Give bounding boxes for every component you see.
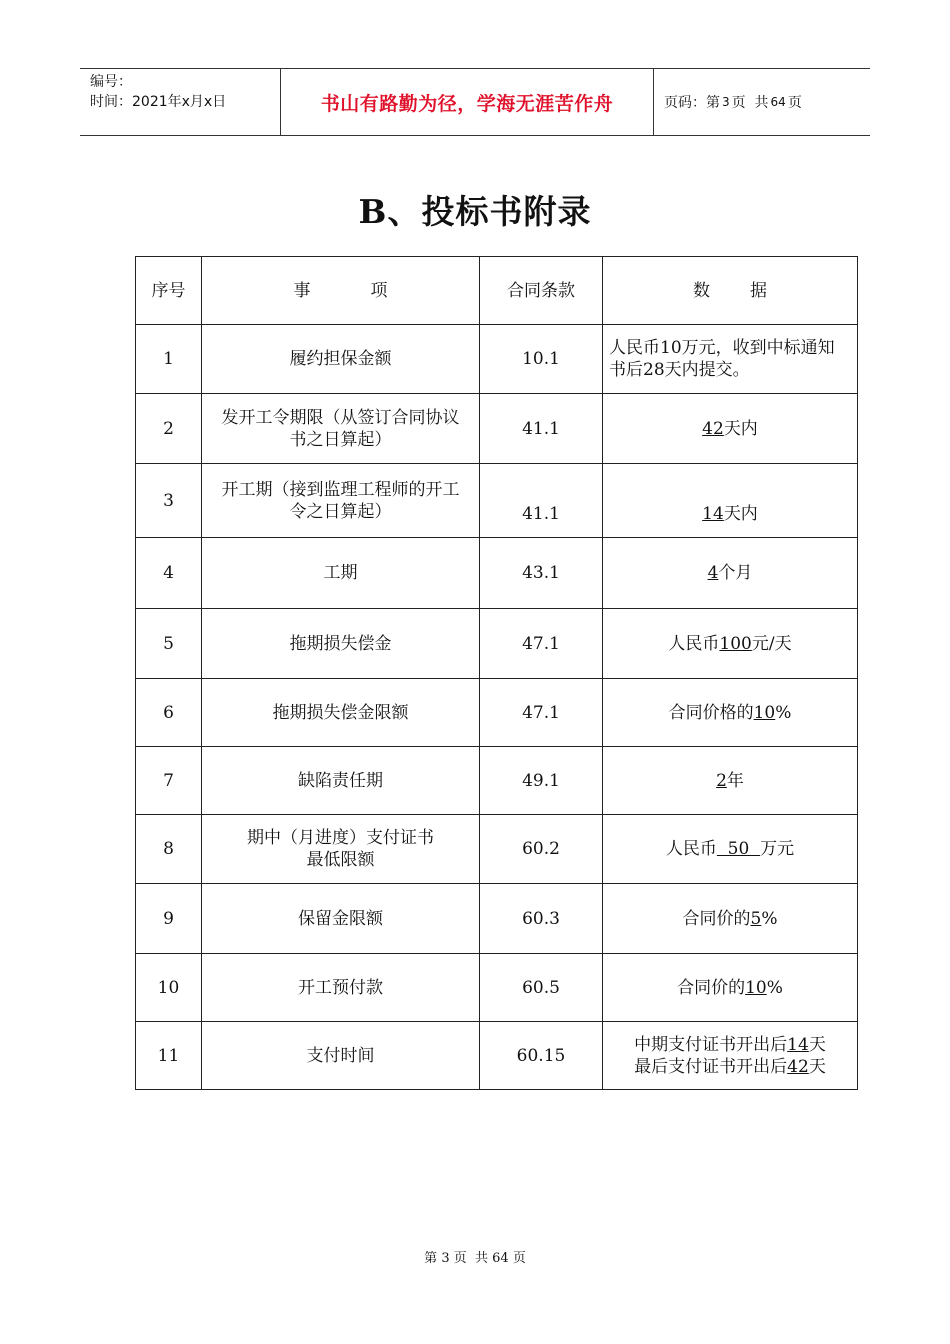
row-item: 开工预付款 xyxy=(202,954,480,1022)
row-data: 42天内 xyxy=(603,394,858,464)
table-row xyxy=(136,1022,858,1090)
row-data: 合同价的5% xyxy=(603,884,858,954)
table-row xyxy=(136,538,858,609)
row-clause: 47.1 xyxy=(480,679,603,747)
page-number: 3 xyxy=(722,95,730,109)
row-clause: 49.1 xyxy=(480,747,603,815)
row-data: 2年 xyxy=(603,747,858,815)
row-item: 工期 xyxy=(202,538,480,609)
row-data: 4个月 xyxy=(603,538,858,609)
row-clause: 41.1 xyxy=(480,464,603,538)
row-clause: 60.2 xyxy=(480,815,603,884)
row-seq: 8 xyxy=(136,815,202,884)
row-clause: 47.1 xyxy=(480,609,603,679)
row-clause: 60.15 xyxy=(480,1022,603,1090)
row-data: 合同价的10% xyxy=(603,954,858,1022)
table-row xyxy=(136,815,858,884)
row-seq: 6 xyxy=(136,679,202,747)
row-clause: 10.1 xyxy=(480,325,603,394)
footer-page: 3 xyxy=(441,1251,450,1266)
motto: 书山有路勤为径，学海无涯苦作舟 xyxy=(320,92,614,115)
row-data: 14天内 xyxy=(603,464,858,538)
header-clause: 合同条款 xyxy=(480,257,603,325)
page-prefix: 页码：第 xyxy=(664,95,720,111)
row-data: 合同价格的10% xyxy=(603,679,858,747)
row-item: 保留金限额 xyxy=(202,884,480,954)
row-item: 期中（月进度）支付证书 最低限额 xyxy=(202,815,480,884)
table-row xyxy=(136,464,858,538)
row-item: 拖期损失偿金限额 xyxy=(202,679,480,747)
table-row xyxy=(136,884,858,954)
time-label: 时间：2021年x月x日 xyxy=(90,94,227,110)
header-seq: 序号 xyxy=(136,257,202,325)
row-seq: 11 xyxy=(136,1022,202,1090)
footer-mid: 页 共 xyxy=(453,1251,488,1266)
row-seq: 7 xyxy=(136,747,202,815)
header-data: 数 据 xyxy=(603,257,858,325)
page-mid: 页 共 xyxy=(731,95,769,111)
page-header xyxy=(80,68,870,136)
page-suffix: 页 xyxy=(787,95,802,111)
row-clause: 60.3 xyxy=(480,884,603,954)
table-row xyxy=(136,679,858,747)
row-seq: 1 xyxy=(136,325,202,394)
row-seq: 5 xyxy=(136,609,202,679)
row-item: 支付时间 xyxy=(202,1022,480,1090)
row-clause: 41.1 xyxy=(480,394,603,464)
footer-total: 64 xyxy=(492,1251,509,1266)
page-footer xyxy=(0,1247,950,1266)
row-data: 人民币10万元，收到中标通知书后28天内提交。 xyxy=(603,325,858,394)
page-total: 64 xyxy=(770,95,786,109)
header-meta xyxy=(80,69,281,135)
row-clause: 43.1 xyxy=(480,538,603,609)
row-item: 缺陷责任期 xyxy=(202,747,480,815)
row-seq: 3 xyxy=(136,464,202,538)
row-item: 发开工令期限（从签订合同协议书之日算起） xyxy=(202,394,480,464)
row-seq: 2 xyxy=(136,394,202,464)
page-title: B、投标书附录 xyxy=(358,192,592,231)
table-header-row xyxy=(136,257,858,325)
header-page-info xyxy=(654,69,870,135)
row-seq: 10 xyxy=(136,954,202,1022)
row-seq: 4 xyxy=(136,538,202,609)
row-seq: 9 xyxy=(136,884,202,954)
header-item: 事 项 xyxy=(202,257,480,325)
row-item: 拖期损失偿金 xyxy=(202,609,480,679)
row-data: 中期支付证书开出后14天 最后支付证书开出后42天 xyxy=(603,1022,858,1090)
row-item: 履约担保金额 xyxy=(202,325,480,394)
table-row xyxy=(136,325,858,394)
row-item: 开工期（接到监理工程师的开工令之日算起） xyxy=(202,464,480,538)
appendix-table xyxy=(135,256,858,1090)
footer-prefix: 第 xyxy=(424,1251,438,1266)
table-row xyxy=(136,747,858,815)
table-row xyxy=(136,609,858,679)
table-row xyxy=(136,394,858,464)
row-data: 人民币100元/天 xyxy=(603,609,858,679)
row-clause: 60.5 xyxy=(480,954,603,1022)
table-row xyxy=(136,954,858,1022)
number-label: 编号： xyxy=(90,74,132,90)
header-motto-cell xyxy=(281,69,654,135)
footer-suffix: 页 xyxy=(512,1251,526,1266)
row-data: 人民币 50 万元 xyxy=(603,815,858,884)
